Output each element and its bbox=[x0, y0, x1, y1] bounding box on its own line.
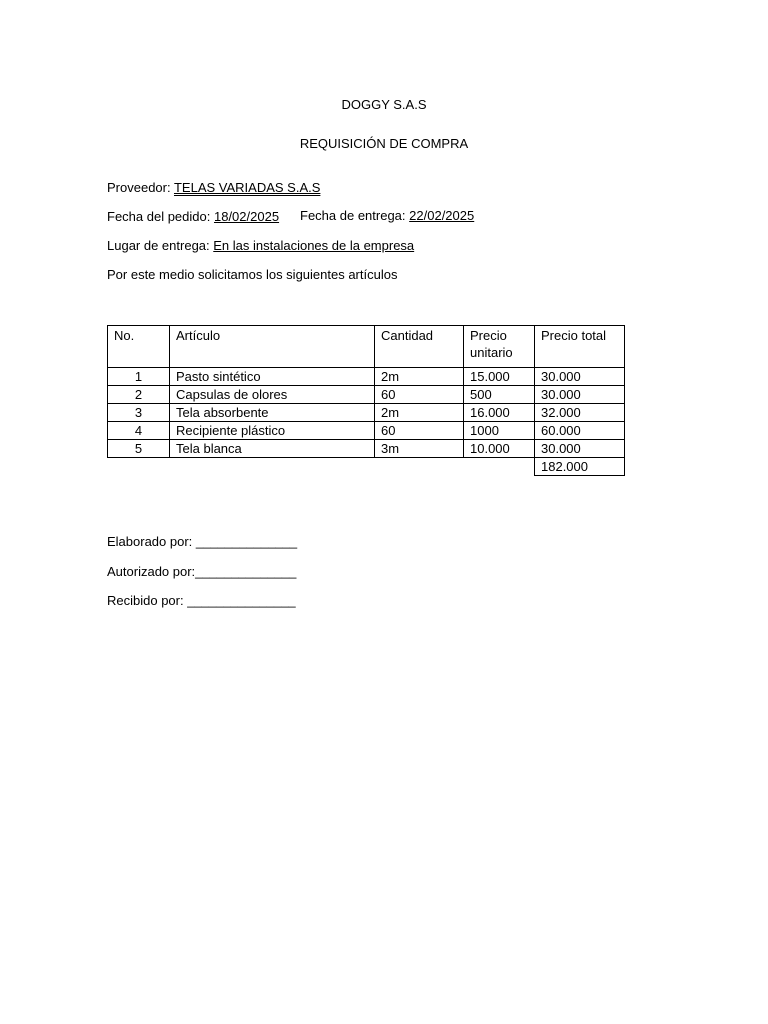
header-precio-total: Precio total bbox=[535, 326, 625, 368]
cell-articulo: Recipiente plástico bbox=[170, 422, 375, 440]
cell-precio-total: 30.000 bbox=[535, 368, 625, 386]
table-row bbox=[108, 368, 625, 386]
recibido-por-field: Recibido por: _______________ bbox=[107, 593, 296, 608]
proveedor-label: Proveedor: bbox=[107, 180, 171, 195]
cell-no: 2 bbox=[108, 386, 170, 404]
cell-precio-unitario: 10.000 bbox=[464, 440, 535, 458]
document-title: REQUISICIÓN DE COMPRA bbox=[299, 136, 469, 151]
fecha-entrega-line bbox=[300, 208, 474, 223]
cell-precio-unitario: 15.000 bbox=[464, 368, 535, 386]
fecha-pedido-value: 18/02/2025 bbox=[213, 209, 280, 224]
cell-cantidad: 60 bbox=[375, 422, 464, 440]
table-header-row bbox=[108, 326, 625, 368]
cell-precio-total: 30.000 bbox=[535, 440, 625, 458]
cell-no: 3 bbox=[108, 404, 170, 422]
cell-articulo: Tela blanca bbox=[170, 440, 375, 458]
cell-articulo: Pasto sintético bbox=[170, 368, 375, 386]
company-name: DOGGY S.A.S bbox=[341, 97, 427, 112]
items-table bbox=[107, 325, 625, 476]
lugar-label: Lugar de entrega: bbox=[107, 238, 210, 253]
autorizado-por-field: Autorizado por:______________ bbox=[107, 564, 297, 579]
cell-precio-unitario: 500 bbox=[464, 386, 535, 404]
fecha-entrega-label: Fecha de entrega: bbox=[300, 208, 406, 223]
cell-no: 1 bbox=[108, 368, 170, 386]
header-no: No. bbox=[108, 326, 170, 368]
cell-cantidad: 60 bbox=[375, 386, 464, 404]
table-row bbox=[108, 386, 625, 404]
blank-cell bbox=[108, 458, 170, 476]
table-row bbox=[108, 422, 625, 440]
table-row bbox=[108, 440, 625, 458]
header-cantidad: Cantidad bbox=[375, 326, 464, 368]
lugar-line bbox=[107, 238, 414, 253]
table-row bbox=[108, 404, 625, 422]
cell-cantidad: 2m bbox=[375, 404, 464, 422]
cell-grand-total: 182.000 bbox=[535, 458, 625, 476]
cell-precio-total: 60.000 bbox=[535, 422, 625, 440]
fecha-entrega-value: 22/02/2025 bbox=[409, 208, 475, 223]
cell-cantidad: 3m bbox=[375, 440, 464, 458]
header-articulo: Artículo bbox=[170, 326, 375, 368]
proveedor-line bbox=[107, 180, 320, 195]
blank-cell bbox=[170, 458, 375, 476]
fecha-pedido-label: Fecha del pedido: bbox=[107, 209, 211, 224]
header-precio-unitario: Precio unitario bbox=[464, 326, 535, 368]
cell-no: 4 bbox=[108, 422, 170, 440]
cell-precio-unitario: 1000 bbox=[464, 422, 535, 440]
proveedor-value: TELAS VARIADAS S.A.S bbox=[173, 180, 321, 195]
cell-articulo: Capsulas de olores bbox=[170, 386, 375, 404]
blank-cell bbox=[375, 458, 464, 476]
table-total-row bbox=[108, 458, 625, 476]
intro-text: Por este medio solicitamos los siguientes artículos bbox=[107, 267, 398, 282]
cell-no: 5 bbox=[108, 440, 170, 458]
fecha-pedido-line bbox=[107, 209, 279, 224]
cell-cantidad: 2m bbox=[375, 368, 464, 386]
lugar-value: En las instalaciones de la empresa bbox=[213, 238, 415, 253]
cell-precio-total: 32.000 bbox=[535, 404, 625, 422]
elaborado-por-field: Elaborado por: ______________ bbox=[107, 534, 298, 549]
cell-precio-unitario: 16.000 bbox=[464, 404, 535, 422]
cell-precio-total: 30.000 bbox=[535, 386, 625, 404]
blank-cell bbox=[464, 458, 535, 476]
cell-articulo: Tela absorbente bbox=[170, 404, 375, 422]
